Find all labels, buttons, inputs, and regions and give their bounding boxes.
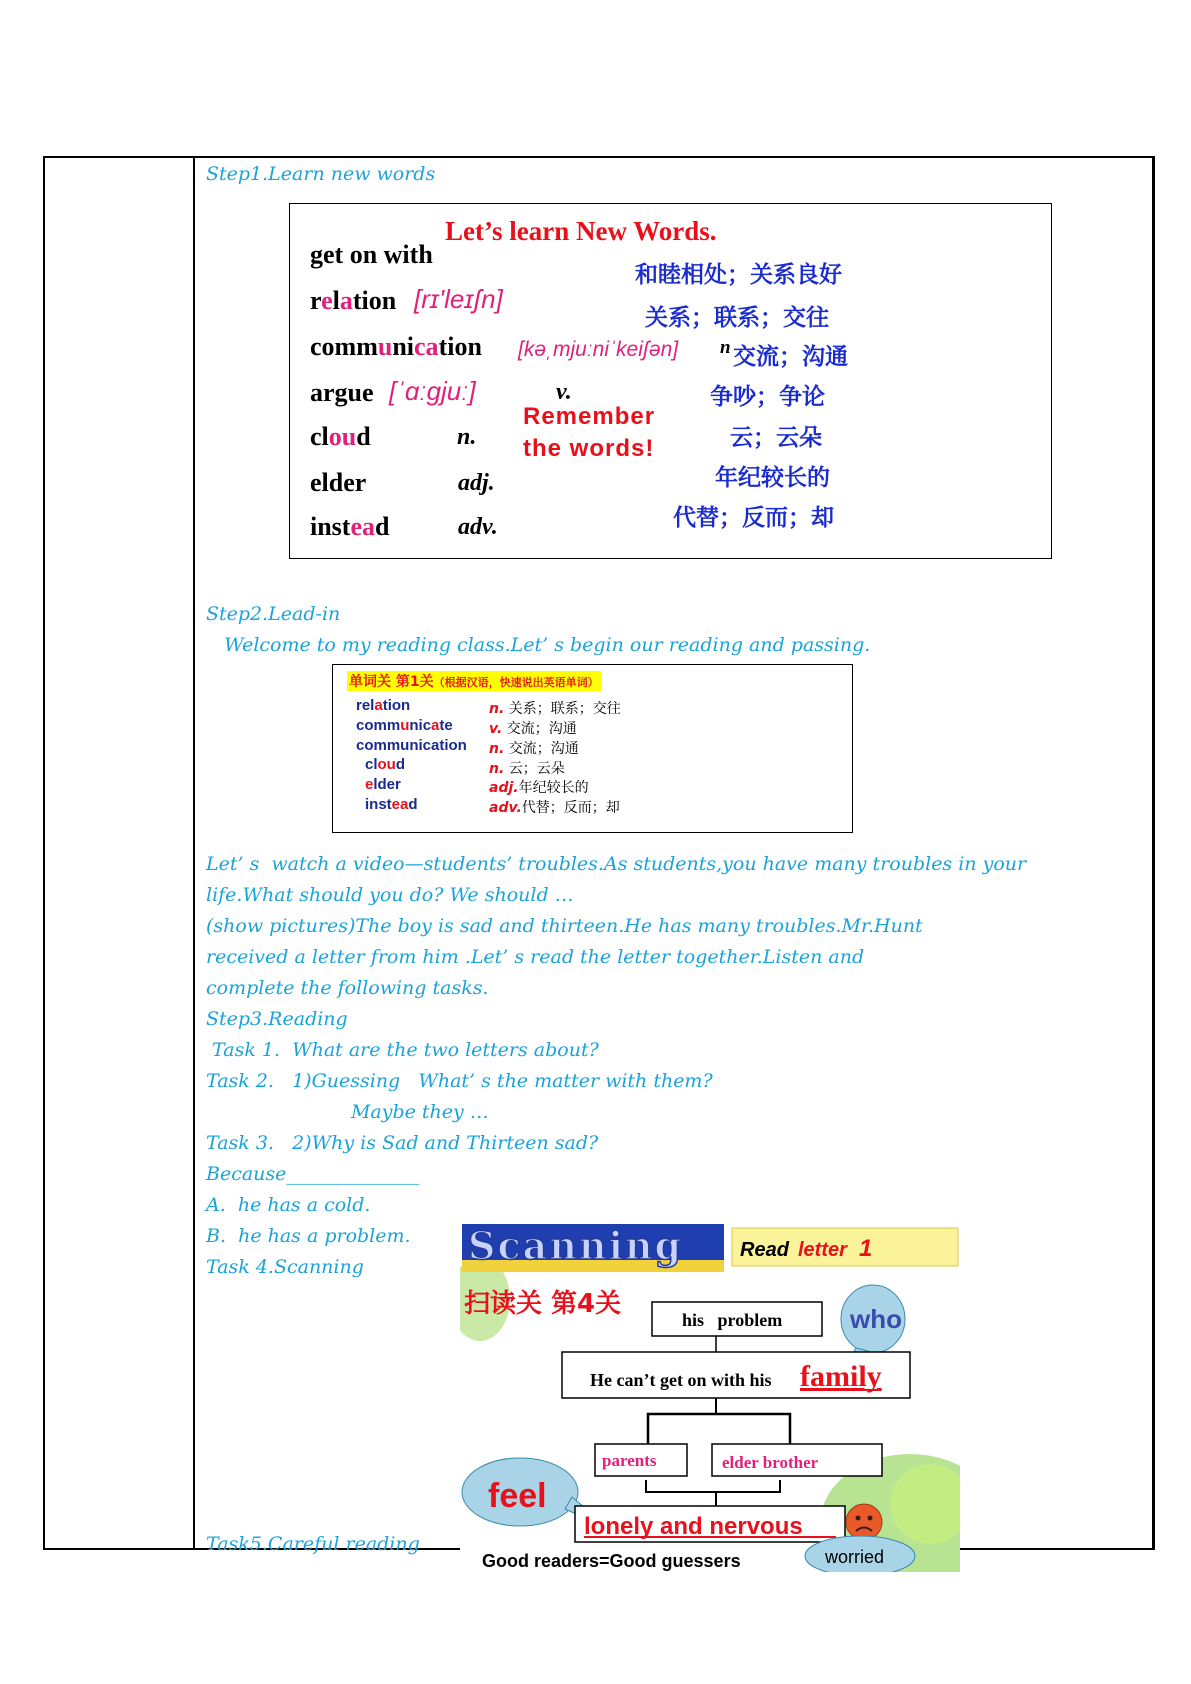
body-line-5: complete the following tasks. xyxy=(206,977,489,999)
who-text: who xyxy=(850,1304,902,1334)
feel-text: feel xyxy=(488,1477,547,1515)
task4-line: Task 4.Scanning xyxy=(206,1256,364,1278)
sad-face-eye-right xyxy=(868,1516,873,1521)
worried-text: worried xyxy=(825,1547,885,1567)
branch-connector xyxy=(648,1414,790,1444)
slide2-title: 单词关 第1关（根据汉语，快速说出英语单词） xyxy=(347,671,601,691)
s2-word-cloud: cloud xyxy=(365,756,406,773)
sad-face-icon xyxy=(846,1504,882,1540)
read-letter-word: letter xyxy=(798,1239,847,1261)
word-communication: communication xyxy=(310,332,482,361)
meaning-relation: 关系；联系；交往 xyxy=(645,305,829,331)
s2-def-communication: n. 交流；沟通 xyxy=(489,741,579,757)
task1-line: Task 1. What are the two letters about? xyxy=(206,1039,599,1061)
task2-line: Task 2. 1)Guessing What’ s the matter with them? xyxy=(206,1070,713,1092)
scanning-slide xyxy=(460,1224,960,1572)
meaning-communication: 交流；沟通 xyxy=(733,344,848,370)
read-letter-num: 1 xyxy=(859,1235,873,1262)
meaning-cloud: 云；云朵 xyxy=(730,425,822,451)
s2-def-communicate: v. 交流；沟通 xyxy=(489,721,577,737)
phonetic-argue: [ˈɑːgjuː] xyxy=(389,376,476,406)
task5-line: Task5.Careful reading xyxy=(206,1533,420,1555)
merge-connector xyxy=(646,1480,780,1492)
pos-argue: v. xyxy=(556,379,572,405)
body-line-3: (show pictures)The boy is sad and thirteen.He has many troubles.Mr.Hunt xyxy=(206,915,923,937)
step1-heading: Step1.Learn new words xyxy=(206,163,436,185)
s2-def-elder: adj.年纪较长的 xyxy=(489,780,589,796)
phonetic-communication: [kəˌmjuːniˈkeiʃən] xyxy=(518,338,679,361)
body-line-2: life.What should you do? We should … xyxy=(206,884,574,906)
word-get-on-with: get on with xyxy=(310,240,433,269)
because-line: Because______________ xyxy=(206,1163,420,1185)
elder-brother-text: elder brother xyxy=(722,1453,819,1472)
remember-note: Remember the words! xyxy=(523,403,656,462)
maybe-line: Maybe they … xyxy=(206,1101,489,1123)
s2-def-relation: n. 关系；联系；交往 xyxy=(489,701,621,717)
option-b: B. he has a problem. xyxy=(206,1225,411,1247)
meaning-instead: 代替；反而；却 xyxy=(673,505,834,531)
word-cloud: cloud xyxy=(310,422,371,451)
pos-communication: n xyxy=(720,337,731,358)
s2-def-cloud: n. 云；云朵 xyxy=(489,761,565,777)
parents-text: parents xyxy=(602,1451,657,1470)
task3-line: Task 3. 2)Why is Sad and Thirteen sad? xyxy=(206,1132,599,1154)
table-left-cell xyxy=(43,156,193,1550)
pos-instead: adv. xyxy=(458,514,498,540)
step3-heading: Step3.Reading xyxy=(206,1008,348,1030)
slide1-title: Let’s learn New Words. xyxy=(445,216,717,246)
word-elder: elder xyxy=(310,468,367,497)
lonely-text: lonely and nervous xyxy=(584,1513,803,1540)
problem-text: his problem xyxy=(682,1310,783,1330)
new-words-slide xyxy=(289,203,1052,559)
s2-word-communication: communication xyxy=(356,737,467,754)
pos-elder: adj. xyxy=(458,470,495,496)
slide3-footer: Good readers=Good guessers xyxy=(482,1551,741,1571)
scanning-diagram xyxy=(460,1224,960,1572)
sad-face-eye-left xyxy=(856,1516,861,1521)
step2-heading: Step2.Lead-in xyxy=(206,603,341,625)
s2-word-relation: relation xyxy=(356,697,411,714)
s2-def-instead: adv.代替；反而；却 xyxy=(489,800,620,816)
pos-cloud: n. xyxy=(457,424,477,450)
scanning-banner-text: Scanning xyxy=(468,1224,684,1268)
level-label: 扫读关 第4关 xyxy=(464,1289,622,1319)
family-word: family xyxy=(800,1360,882,1393)
body-line-4: received a letter from him .Let’ s read the letter together.Listen and xyxy=(206,946,865,968)
word-instead: instead xyxy=(310,512,390,541)
step2-intro: Welcome to my reading class.Let’ s begin our reading and passing. xyxy=(206,634,871,656)
word-relation: relation xyxy=(310,286,397,315)
meaning-argue: 争吵；争论 xyxy=(710,384,825,410)
family-sentence: He can’t get on with his xyxy=(590,1370,772,1390)
option-a: A. he has a cold. xyxy=(206,1194,371,1216)
read-letter-prefix: Read xyxy=(740,1239,789,1261)
s2-word-elder: elder xyxy=(365,776,401,793)
word-level-slide xyxy=(332,664,853,833)
s2-word-communicate: communicate xyxy=(356,717,453,734)
meaning-get-on-with: 和睦相处；关系良好 xyxy=(635,262,842,288)
body-line-1: Let’ s watch a video—students’ troubles.As students,you have many troubles in your xyxy=(206,853,1027,875)
s2-word-instead: instead xyxy=(365,796,418,813)
phonetic-relation: [rɪ'leɪʃn] xyxy=(414,284,503,314)
word-argue: argue xyxy=(310,378,374,407)
meaning-elder: 年纪较长的 xyxy=(715,465,830,491)
